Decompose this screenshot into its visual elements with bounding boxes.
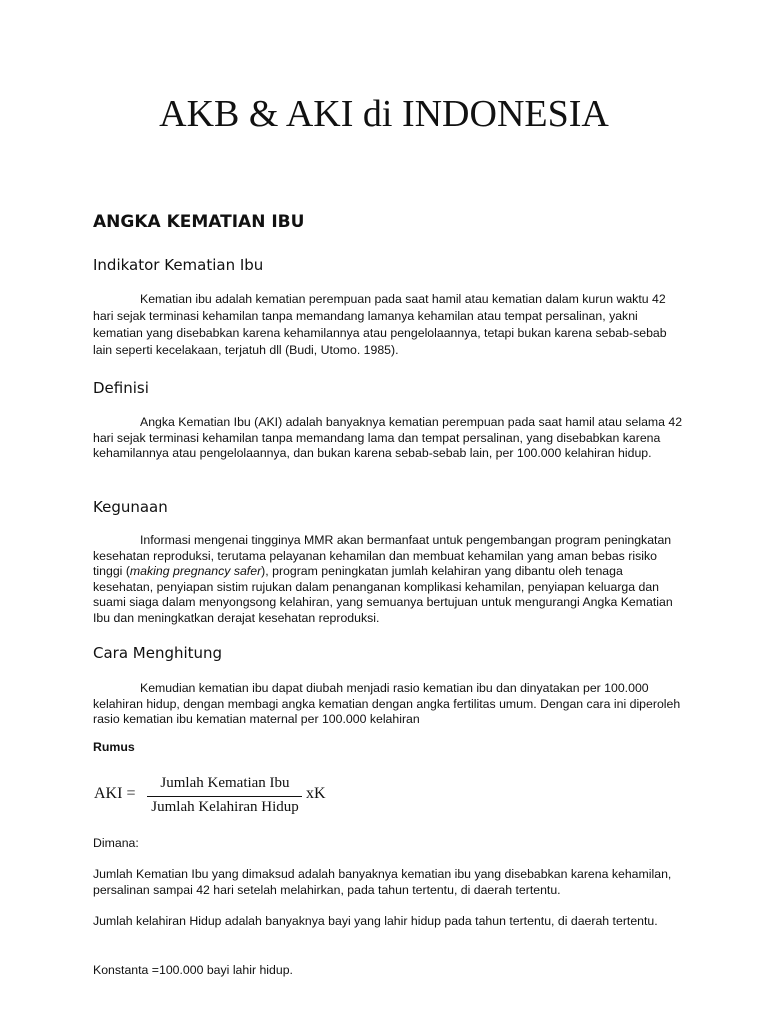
formula-numerator: Jumlah Kematian Ibu bbox=[160, 775, 290, 791]
paragraph-kegunaan bbox=[93, 533, 683, 626]
paragraph-definisi: Angka Kematian Ibu (AKI) adalah banyaknya kematian perempuan pada saat hamil atau selama 42 hari sejak terminasi kehamilan tanpa memandang lama dan tempat persalinan, yang disebabkan karena kehamilannya atau pengelolaannya, dan bukan karena sebab-sebab lain, per 100.000 kelahiran hidup. bbox=[93, 415, 683, 460]
document-title: AKB & AKI di INDONESIA bbox=[159, 93, 609, 135]
heading-cara-menghitung: Cara Menghitung bbox=[93, 644, 223, 662]
heading-indikator: Indikator Kematian Ibu bbox=[93, 256, 264, 274]
formula-lhs: AKI = bbox=[94, 785, 136, 802]
heading-kegunaan: Kegunaan bbox=[93, 498, 168, 516]
definition-jumlah-kematian: Jumlah Kematian Ibu yang dimaksud adalah banyaknya kematian ibu yang disebabkan karena kehamilan, persalinan sampai 42 hari setelah melahirkan, pada tahun tertentu, di daerah tertentu. bbox=[93, 867, 672, 897]
formula-denominator: Jumlah Kelahiran Hidup bbox=[151, 799, 299, 815]
paragraph-indikator: Kematian ibu adalah kematian perempuan pada saat hamil atau kematian dalam kurun waktu 42 hari sejak terminasi kehamilan tanpa memandang lamanya kehamilan atau tempat persalinan, yakni kematian yang disebabkan karena kehamilannya atau pengelolaannya, tetapi bukan karena sebab-sebab lain seperti kecelakaan, terjatuh dll (Budi, Utomo. 1985). bbox=[93, 292, 667, 357]
definition-jumlah-kelahiran: Jumlah kelahiran Hidup adalah banyaknya bayi yang lahir hidup pada tahun tertentu, di daerah tertentu. bbox=[93, 914, 658, 928]
definition-konstanta: Konstanta =100.000 bayi lahir hidup. bbox=[93, 963, 293, 977]
dimana-label: Dimana: bbox=[93, 836, 139, 850]
rumus-label: Rumus bbox=[93, 740, 135, 754]
kegunaan-text-2: ), program peningkatan jumlah kelahiran yang dibantu oleh tenaga kesehatan, penyiapan sistim rujukan dalam penanganan komplikasi kehamilan, penyiapan keluarga dan suami siaga dalam menyongsong kelahiran, yang semuanya bertujuan untuk mengurangi Angka Kematian Ibu dan meningkatkan derajat kesehatan reproduksi. bbox=[93, 564, 673, 625]
formula-rhs: xK bbox=[306, 785, 326, 802]
paragraph-cara-menghitung: Kemudian kematian ibu dapat diubah menjadi rasio kematian ibu dan dinyatakan per 100.000 kelahiran hidup, dengan membagi angka kematian dengan angka fertilitas umum. Dengan cara ini diperoleh rasio kematian ibu kematian maternal per 100.000 kelahiran bbox=[93, 681, 681, 726]
heading-definisi: Definisi bbox=[93, 379, 149, 397]
aki-formula bbox=[94, 775, 334, 823]
kegunaan-italic: making pregnancy safer bbox=[129, 564, 262, 578]
fraction-bar bbox=[147, 796, 302, 797]
section-heading: ANGKA KEMATIAN IBU bbox=[93, 212, 305, 232]
kegunaan-text-1: Informasi mengenai tingginya MMR akan bermanfaat untuk pengembangan program peningkatan kesehatan reproduksi, terutama pelayanan kehamilan dan membuat kehamilan yang aman bebas risiko tinggi ( bbox=[93, 533, 672, 578]
